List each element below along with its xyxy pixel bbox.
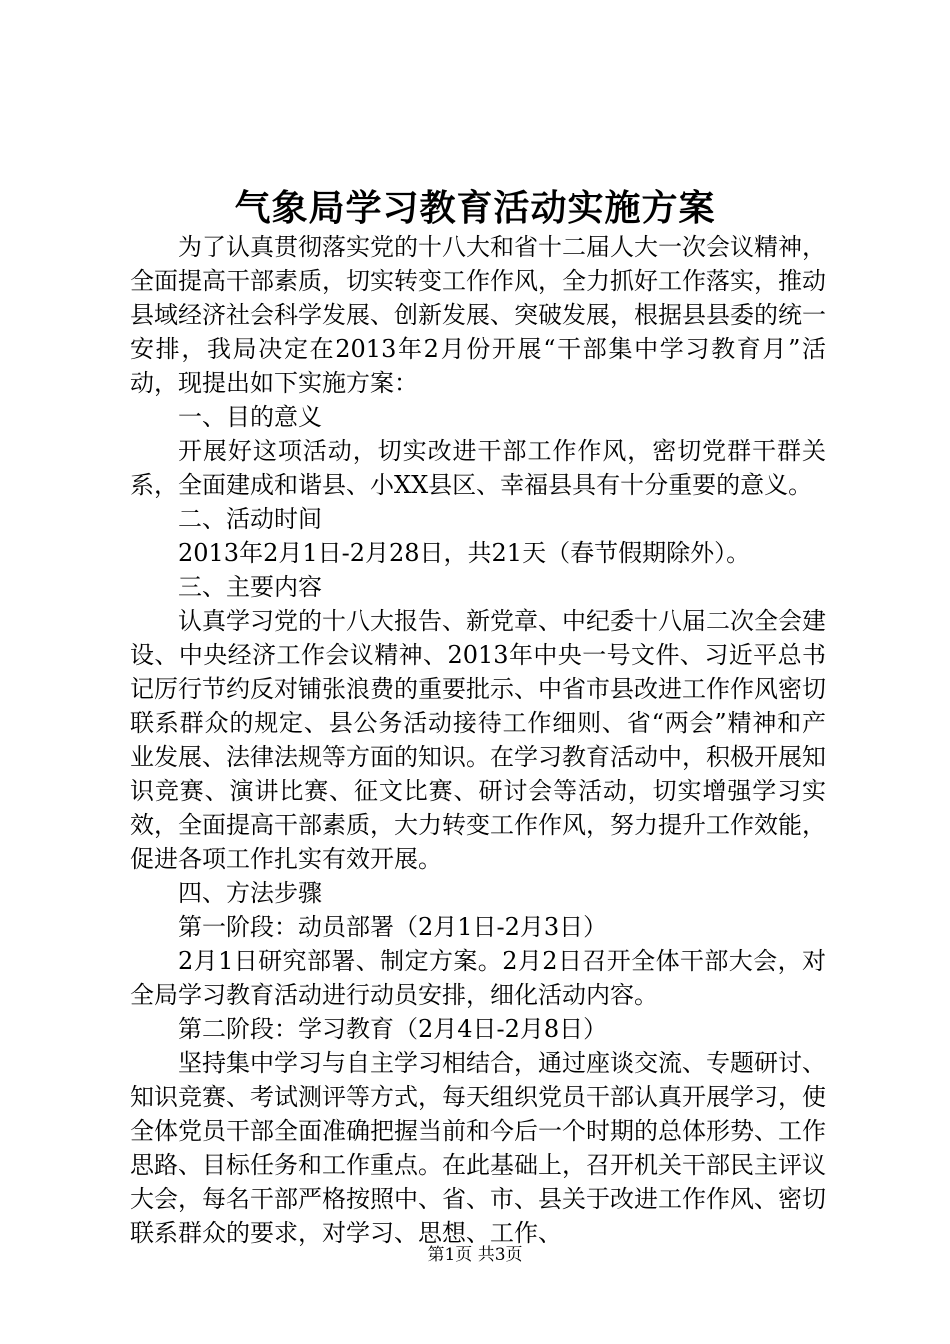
section-heading-purpose: 一、目的意义: [178, 403, 322, 431]
section-text-time: 2013年2月1日-2月28日，共21天（春节假期除外）。: [178, 539, 751, 567]
document-body: [130, 230, 826, 1250]
stage2-heading: 第二阶段：学习教育（2月4日-2月8日）: [178, 1015, 608, 1043]
section-heading-time: 二、活动时间: [178, 505, 322, 533]
section-heading-steps: 四、方法步骤: [178, 879, 322, 907]
stage2-text: 坚持集中学习与自主学习相结合，通过座谈交流、专题研讨、知识竞赛、考试测评等方式，每天组织党员干部认真开展学习，使全体党员干部全面准确把握当前和今后一个时期的总体形势、工作思路、目标任务和工作重点。在此基础上，召开机关干部民主评议大会，每名干部严格按照中、省、市、县关于改进工作作风、密切联系群众的要求，对学习、思想、工作、: [130, 1049, 826, 1247]
intro-paragraph: 为了认真贯彻落实党的十八大和省十二届人大一次会议精神，全面提高干部素质，切实转变工作作风，全力抓好工作落实，推动县域经济社会科学发展、创新发展、突破发展，根据县县委的统一安排，我局决定在2013年2月份开展“干部集中学习教育月”活动，现提出如下实施方案：: [130, 233, 826, 397]
document-title: 气象局学习教育活动实施方案: [234, 187, 716, 229]
section-text-purpose: 开展好这项活动，切实改进干部工作作风，密切党群干群关系，全面建成和谐县、小XX县区、幸福县具有十分重要的意义。: [130, 437, 826, 499]
stage1-text: 2月1日研究部署、制定方案。2月2日召开全体干部大会，对全局学习教育活动进行动员安排，细化活动内容。: [130, 947, 826, 1009]
page-footer: 第1页 共3页: [427, 1245, 523, 1265]
stage1-heading: 第一阶段：动员部署（2月1日-2月3日）: [178, 913, 608, 941]
section-heading-content: 三、主要内容: [178, 573, 322, 601]
section-text-content: 认真学习党的十八大报告、新党章、中纪委十八届二次全会建设、中央经济工作会议精神、2013年中央一号文件、习近平总书记厉行节约反对铺张浪费的重要批示、中省市县改进工作作风密切联系群众的规定、县公务活动接待工作细则、省“两会”精神和产业发展、法律法规等方面的知识。在学习教育活动中，积极开展知识竞赛、演讲比赛、征文比赛、研讨会等活动，切实增强学习实效，全面提高干部素质，大力转变工作作风，努力提升工作效能，促进各项工作扎实有效开展。: [130, 607, 826, 873]
